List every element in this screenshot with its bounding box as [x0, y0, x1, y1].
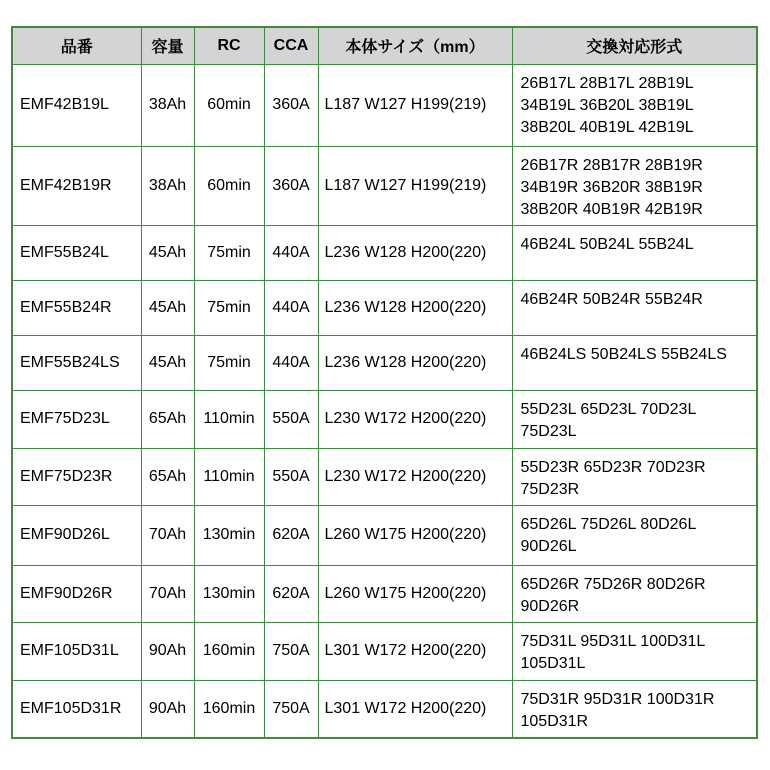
header-row [12, 27, 757, 64]
body-size-cell: L236 W128 H200(220) [318, 280, 512, 335]
capacity-cell: 70Ah [141, 565, 194, 622]
rc-cell: 130min [194, 505, 264, 565]
table-body [12, 64, 757, 738]
capacity-cell: 45Ah [141, 225, 194, 280]
rc-cell: 75min [194, 280, 264, 335]
part-number-cell: EMF42B19R [12, 146, 141, 225]
compat-models-cell: 75D31R 95D31R 100D31R 105D31R [512, 680, 757, 738]
cca-cell: 750A [264, 680, 318, 738]
header-cca: CCA [264, 27, 318, 64]
body-size-cell: L301 W172 H200(220) [318, 622, 512, 680]
body-size-cell: L230 W172 H200(220) [318, 448, 512, 505]
compat-models-cell: 65D26R 75D26R 80D26R 90D26R [512, 565, 757, 622]
body-size-cell: L236 W128 H200(220) [318, 225, 512, 280]
body-size-cell: L301 W172 H200(220) [318, 680, 512, 738]
capacity-cell: 45Ah [141, 335, 194, 390]
capacity-cell: 65Ah [141, 448, 194, 505]
compat-models-cell: 46B24R 50B24R 55B24R [512, 280, 757, 335]
capacity-cell: 38Ah [141, 64, 194, 146]
capacity-cell: 90Ah [141, 680, 194, 738]
header-capacity: 容量 [141, 27, 194, 64]
table-row [12, 448, 757, 505]
part-number-cell: EMF105D31R [12, 680, 141, 738]
cca-cell: 360A [264, 146, 318, 225]
body-size-cell: L260 W175 H200(220) [318, 565, 512, 622]
capacity-cell: 38Ah [141, 146, 194, 225]
rc-cell: 110min [194, 448, 264, 505]
cca-cell: 620A [264, 505, 318, 565]
header-part-number: 品番 [12, 27, 141, 64]
table-row [12, 280, 757, 335]
rc-cell: 160min [194, 680, 264, 738]
body-size-cell: L230 W172 H200(220) [318, 390, 512, 448]
compat-models-cell: 26B17L 28B17L 28B19L 34B19L 36B20L 38B19L 38B20L 40B19L 42B19L [512, 64, 757, 146]
part-number-cell: EMF90D26L [12, 505, 141, 565]
header-body-size: 本体サイズ（mm） [318, 27, 512, 64]
cca-cell: 440A [264, 335, 318, 390]
compat-models-cell: 55D23R 65D23R 70D23R 75D23R [512, 448, 757, 505]
cca-cell: 360A [264, 64, 318, 146]
table-row [12, 335, 757, 390]
compat-models-cell: 46B24LS 50B24LS 55B24LS [512, 335, 757, 390]
part-number-cell: EMF105D31L [12, 622, 141, 680]
rc-cell: 60min [194, 64, 264, 146]
rc-cell: 130min [194, 565, 264, 622]
cca-cell: 550A [264, 390, 318, 448]
part-number-cell: EMF75D23L [12, 390, 141, 448]
body-size-cell: L260 W175 H200(220) [318, 505, 512, 565]
part-number-cell: EMF75D23R [12, 448, 141, 505]
body-size-cell: L187 W127 H199(219) [318, 146, 512, 225]
body-size-cell: L187 W127 H199(219) [318, 64, 512, 146]
rc-cell: 75min [194, 335, 264, 390]
rc-cell: 110min [194, 390, 264, 448]
cca-cell: 750A [264, 622, 318, 680]
cca-cell: 550A [264, 448, 318, 505]
capacity-cell: 70Ah [141, 505, 194, 565]
table-row [12, 390, 757, 448]
part-number-cell: EMF55B24R [12, 280, 141, 335]
cca-cell: 440A [264, 280, 318, 335]
table-row [12, 505, 757, 565]
header-rc: RC [194, 27, 264, 64]
table-row [12, 64, 757, 146]
rc-cell: 160min [194, 622, 264, 680]
cca-cell: 440A [264, 225, 318, 280]
compat-models-cell: 46B24L 50B24L 55B24L [512, 225, 757, 280]
part-number-cell: EMF55B24LS [12, 335, 141, 390]
rc-cell: 60min [194, 146, 264, 225]
compat-models-cell: 65D26L 75D26L 80D26L 90D26L [512, 505, 757, 565]
table-row [12, 680, 757, 738]
header-compat-models: 交換対応形式 [512, 27, 757, 64]
table-row [12, 565, 757, 622]
table-header [12, 27, 757, 64]
part-number-cell: EMF90D26R [12, 565, 141, 622]
capacity-cell: 90Ah [141, 622, 194, 680]
compat-models-cell: 26B17R 28B17R 28B19R 34B19R 36B20R 38B19R 38B20R 40B19R 42B19R [512, 146, 757, 225]
part-number-cell: EMF42B19L [12, 64, 141, 146]
capacity-cell: 65Ah [141, 390, 194, 448]
capacity-cell: 45Ah [141, 280, 194, 335]
compat-models-cell: 75D31L 95D31L 100D31L 105D31L [512, 622, 757, 680]
table-row [12, 146, 757, 225]
battery-spec-table [11, 26, 758, 739]
table-row [12, 225, 757, 280]
rc-cell: 75min [194, 225, 264, 280]
body-size-cell: L236 W128 H200(220) [318, 335, 512, 390]
part-number-cell: EMF55B24L [12, 225, 141, 280]
table-row [12, 622, 757, 680]
cca-cell: 620A [264, 565, 318, 622]
compat-models-cell: 55D23L 65D23L 70D23L 75D23L [512, 390, 757, 448]
